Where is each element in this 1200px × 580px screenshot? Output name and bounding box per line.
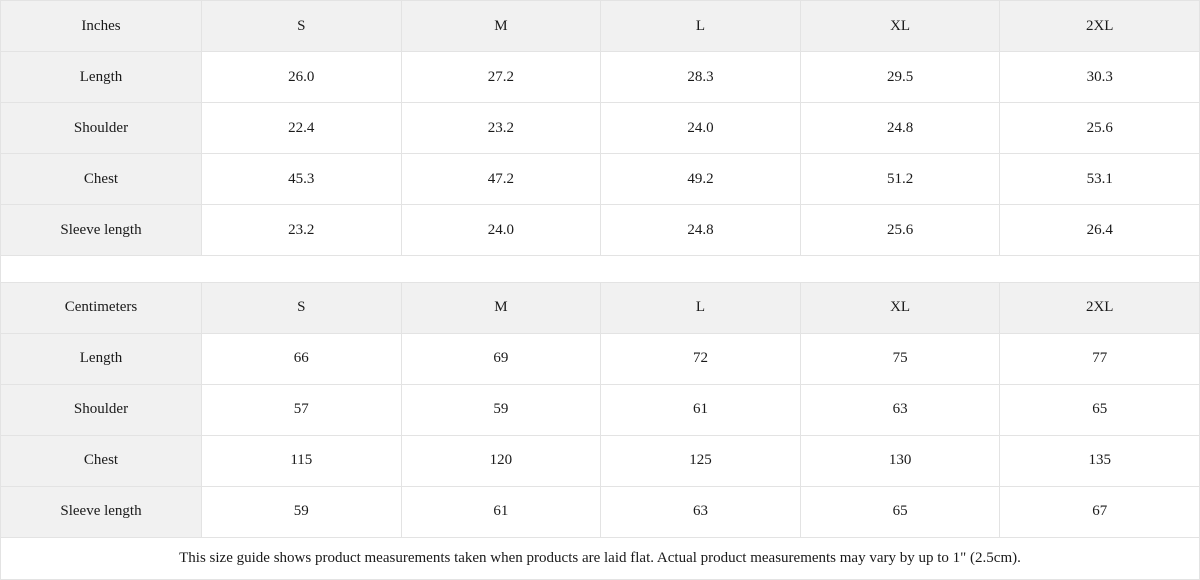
cell-sleeve-2xl: 26.4 xyxy=(1000,205,1200,256)
cell-shoulder-s: 57 xyxy=(202,384,402,435)
row-label-chest: Chest xyxy=(1,435,202,486)
cell-shoulder-2xl: 65 xyxy=(1000,384,1200,435)
row-label-shoulder: Shoulder xyxy=(1,384,202,435)
row-label-chest: Chest xyxy=(1,154,202,205)
cell-length-l: 72 xyxy=(601,333,801,384)
cell-shoulder-2xl: 25.6 xyxy=(1000,103,1200,154)
cell-sleeve-l: 63 xyxy=(601,486,801,537)
column-header-2xl: 2XL xyxy=(1000,1,1200,52)
column-header-s: S xyxy=(202,1,402,52)
centimeters-size-table xyxy=(0,282,1200,538)
cell-chest-s: 115 xyxy=(202,435,402,486)
table-header-row xyxy=(1,1,1200,52)
inches-size-table xyxy=(0,0,1200,256)
cell-sleeve-l: 24.8 xyxy=(601,205,801,256)
cell-sleeve-s: 23.2 xyxy=(202,205,402,256)
column-header-l: L xyxy=(601,282,801,333)
column-header-m: M xyxy=(401,282,601,333)
table-row xyxy=(1,333,1200,384)
cell-sleeve-m: 24.0 xyxy=(401,205,601,256)
cell-chest-s: 45.3 xyxy=(202,154,402,205)
cell-shoulder-xl: 24.8 xyxy=(800,103,1000,154)
column-header-l: L xyxy=(601,1,801,52)
table-row xyxy=(1,384,1200,435)
table-row xyxy=(1,103,1200,154)
cell-chest-l: 49.2 xyxy=(601,154,801,205)
table-row xyxy=(1,154,1200,205)
column-header-m: M xyxy=(401,1,601,52)
cell-length-m: 69 xyxy=(401,333,601,384)
column-header-xl: XL xyxy=(800,1,1000,52)
cell-sleeve-2xl: 67 xyxy=(1000,486,1200,537)
cell-length-xl: 75 xyxy=(800,333,1000,384)
cell-shoulder-xl: 63 xyxy=(800,384,1000,435)
cell-chest-2xl: 135 xyxy=(1000,435,1200,486)
table-header-row xyxy=(1,282,1200,333)
cell-sleeve-xl: 65 xyxy=(800,486,1000,537)
cell-sleeve-xl: 25.6 xyxy=(800,205,1000,256)
cell-sleeve-m: 61 xyxy=(401,486,601,537)
cell-chest-xl: 130 xyxy=(800,435,1000,486)
cell-length-m: 27.2 xyxy=(401,52,601,103)
row-label-length: Length xyxy=(1,52,202,103)
row-label-sleeve-length: Sleeve length xyxy=(1,205,202,256)
cell-chest-xl: 51.2 xyxy=(800,154,1000,205)
table-row xyxy=(1,435,1200,486)
column-header-2xl: 2XL xyxy=(1000,282,1200,333)
cell-shoulder-m: 23.2 xyxy=(401,103,601,154)
cell-length-l: 28.3 xyxy=(601,52,801,103)
table-separator xyxy=(0,256,1200,282)
cell-chest-l: 125 xyxy=(601,435,801,486)
column-header-s: S xyxy=(202,282,402,333)
cell-length-s: 66 xyxy=(202,333,402,384)
cell-length-xl: 29.5 xyxy=(800,52,1000,103)
size-guide-footnote xyxy=(0,538,1200,580)
cell-length-2xl: 30.3 xyxy=(1000,52,1200,103)
table-row xyxy=(1,486,1200,537)
table-row xyxy=(1,205,1200,256)
cell-shoulder-l: 61 xyxy=(601,384,801,435)
cell-sleeve-s: 59 xyxy=(202,486,402,537)
row-label-length: Length xyxy=(1,333,202,384)
cell-shoulder-s: 22.4 xyxy=(202,103,402,154)
cell-chest-m: 120 xyxy=(401,435,601,486)
row-label-sleeve-length: Sleeve length xyxy=(1,486,202,537)
cell-length-s: 26.0 xyxy=(202,52,402,103)
cell-chest-m: 47.2 xyxy=(401,154,601,205)
row-label-shoulder: Shoulder xyxy=(1,103,202,154)
cell-length-2xl: 77 xyxy=(1000,333,1200,384)
table-row xyxy=(1,52,1200,103)
cell-shoulder-m: 59 xyxy=(401,384,601,435)
cell-chest-2xl: 53.1 xyxy=(1000,154,1200,205)
unit-label-centimeters: Centimeters xyxy=(1,282,202,333)
column-header-xl: XL xyxy=(800,282,1000,333)
cell-shoulder-l: 24.0 xyxy=(601,103,801,154)
footnote-text: This size guide shows product measurements taken when products are laid flat. Actual product measurements may vary by up to 1" (2.5cm). xyxy=(179,549,1021,566)
unit-label-inches: Inches xyxy=(1,1,202,52)
